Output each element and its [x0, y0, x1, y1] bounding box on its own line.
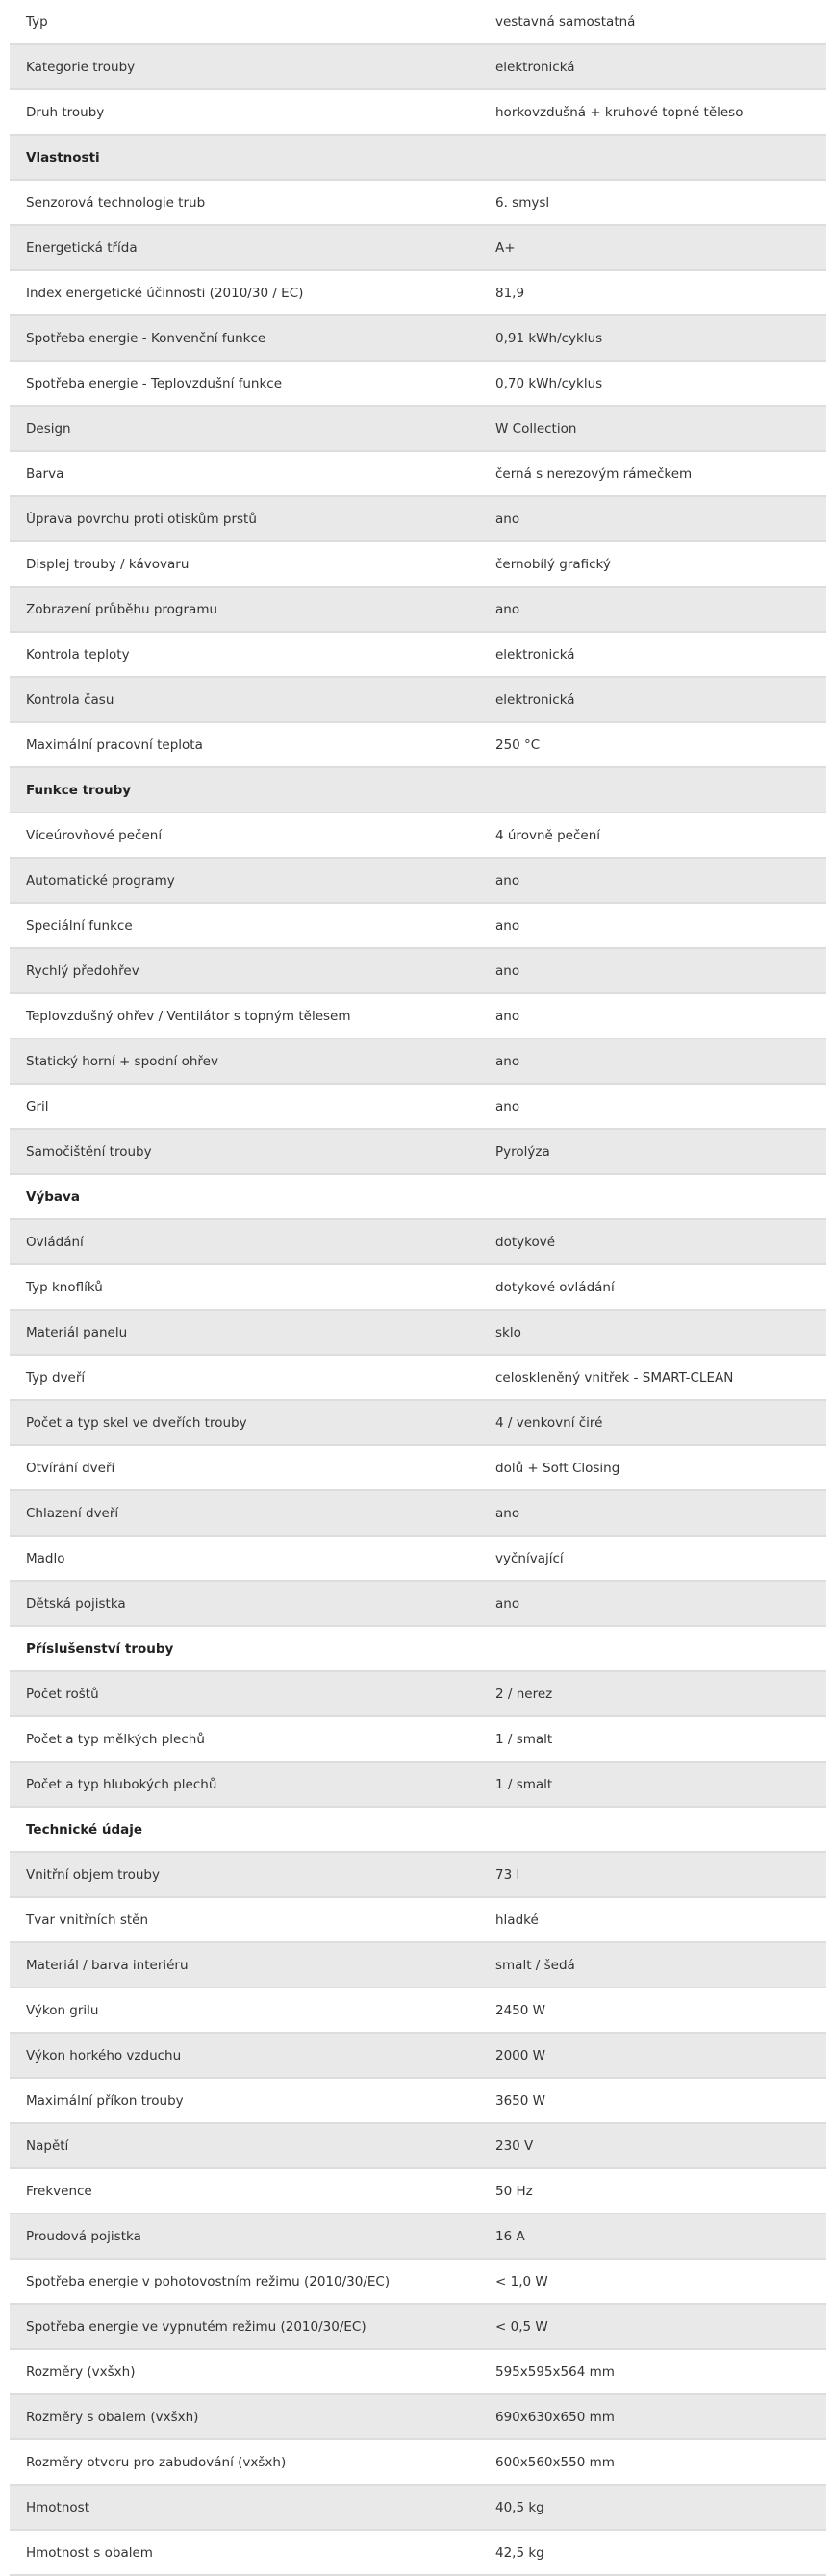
spec-label: Rychlý předohřev — [26, 963, 139, 979]
spec-label: Gril — [26, 1098, 49, 1114]
spec-label: Senzorová technologie trub — [26, 194, 206, 211]
spec-row — [10, 45, 826, 90]
section-title: Technické údaje — [26, 1821, 143, 1838]
spec-label: Výkon grilu — [26, 2002, 99, 2018]
spec-value: 2450 W — [495, 2002, 545, 2018]
spec-row — [10, 1672, 826, 1717]
spec-value: 2 / nerez — [495, 1686, 553, 1702]
spec-label: Rozměry (vxšxh) — [26, 2363, 136, 2380]
spec-label: Barva — [26, 465, 64, 482]
spec-row — [10, 1130, 826, 1175]
spec-label: Index energetické účinnosti (2010/30 / EC) — [26, 285, 304, 301]
spec-value: elektronická — [495, 59, 575, 75]
spec-table — [10, 0, 826, 2576]
spec-value: ano — [495, 872, 520, 888]
spec-value: 50 Hz — [495, 2183, 533, 2199]
spec-label: Materiál / barva interiéru — [26, 1957, 189, 1973]
spec-value: smalt / šedá — [495, 1957, 575, 1973]
spec-value: 1 / smalt — [495, 1731, 553, 1747]
spec-value: 3650 W — [495, 2092, 545, 2109]
spec-label: Materiál panelu — [26, 1324, 128, 1340]
spec-value: A+ — [495, 239, 516, 256]
spec-value: 690x630x650 mm — [495, 2409, 615, 2425]
spec-label: Napětí — [26, 2138, 69, 2154]
spec-row — [10, 2079, 826, 2124]
spec-row — [10, 633, 826, 678]
spec-label: Teplovzdušný ohřev / Ventilátor s topným tělesem — [26, 1008, 351, 1024]
spec-value: dolů + Soft Closing — [495, 1460, 620, 1476]
section-header-row — [10, 136, 826, 181]
spec-row — [10, 2395, 826, 2440]
spec-row — [10, 2169, 826, 2214]
spec-value: 2000 W — [495, 2047, 545, 2063]
spec-label: Zobrazení průběhu programu — [26, 601, 218, 617]
spec-value: W Collection — [495, 420, 577, 437]
spec-value: 250 °C — [495, 737, 541, 753]
spec-row — [10, 1853, 826, 1898]
spec-row — [10, 1085, 826, 1130]
spec-label: Kontrola času — [26, 691, 114, 708]
spec-label: Dětská pojistka — [26, 1595, 126, 1612]
spec-value: 42,5 kg — [495, 2544, 544, 2561]
spec-row — [10, 994, 826, 1039]
section-header-row — [10, 1627, 826, 1672]
spec-row — [10, 2350, 826, 2395]
spec-value: sklo — [495, 1324, 521, 1340]
spec-row — [10, 1763, 826, 1808]
section-title: Příslušenství trouby — [26, 1640, 174, 1657]
spec-row — [10, 181, 826, 226]
spec-value: 73 l — [495, 1866, 520, 1883]
spec-value: elektronická — [495, 646, 575, 663]
spec-row — [10, 813, 826, 859]
spec-value: 6. smysl — [495, 194, 550, 211]
spec-row — [10, 90, 826, 136]
spec-row — [10, 1988, 826, 2034]
spec-row — [10, 904, 826, 949]
spec-value: horkovzdušná + kruhové topné těleso — [495, 104, 744, 120]
spec-value: 16 A — [495, 2228, 525, 2244]
spec-label: Počet a typ skel ve dveřích trouby — [26, 1414, 247, 1431]
spec-row — [10, 542, 826, 588]
spec-value: 4 úrovně pečení — [495, 827, 601, 843]
spec-label: Spotřeba energie - Teplovzdušní funkce — [26, 375, 283, 391]
spec-row — [10, 1943, 826, 1988]
spec-label: Počet roštů — [26, 1686, 99, 1702]
section-title: Vlastnosti — [26, 149, 100, 165]
spec-value: vestavná samostatná — [495, 13, 636, 30]
spec-label: Speciální funkce — [26, 917, 133, 934]
spec-value: 1 / smalt — [495, 1776, 553, 1792]
spec-row — [10, 452, 826, 497]
spec-value: < 0,5 W — [495, 2318, 548, 2335]
spec-label: Energetická třída — [26, 239, 138, 256]
spec-label: Tvar vnitřních stěn — [26, 1912, 149, 1928]
spec-value: 0,91 kWh/cyklus — [495, 330, 603, 346]
spec-row — [10, 1491, 826, 1537]
spec-row — [10, 1265, 826, 1311]
spec-value: 595x595x564 mm — [495, 2363, 615, 2380]
spec-label: Typ dveří — [26, 1369, 86, 1386]
spec-value: ano — [495, 1098, 520, 1114]
spec-label: Displej trouby / kávovaru — [26, 556, 190, 572]
spec-value: ano — [495, 1053, 520, 1069]
spec-row — [10, 678, 826, 723]
spec-label: Spotřeba energie ve vypnutém režimu (2010/30/EC) — [26, 2318, 366, 2335]
spec-label: Výkon horkého vzduchu — [26, 2047, 182, 2063]
spec-value: ano — [495, 1595, 520, 1612]
spec-row — [10, 2034, 826, 2079]
spec-row — [10, 2531, 826, 2576]
spec-row — [10, 271, 826, 316]
spec-row — [10, 497, 826, 542]
spec-row — [10, 2305, 826, 2350]
spec-label: Druh trouby — [26, 104, 105, 120]
spec-value: ano — [495, 963, 520, 979]
spec-row — [10, 723, 826, 768]
spec-label: Počet a typ mělkých plechů — [26, 1731, 205, 1747]
spec-value: 600x560x550 mm — [495, 2454, 615, 2470]
spec-label: Typ — [26, 13, 48, 30]
section-header-row — [10, 1808, 826, 1853]
spec-value: elektronická — [495, 691, 575, 708]
spec-row — [10, 362, 826, 407]
spec-row — [10, 2214, 826, 2260]
spec-value: 0,70 kWh/cyklus — [495, 375, 603, 391]
spec-label: Vnitřní objem trouby — [26, 1866, 160, 1883]
spec-label: Kategorie trouby — [26, 59, 136, 75]
spec-label: Hmotnost — [26, 2499, 89, 2515]
spec-label: Chlazení dveří — [26, 1505, 119, 1521]
spec-label: Kontrola teploty — [26, 646, 130, 663]
spec-row — [10, 949, 826, 994]
spec-row — [10, 316, 826, 362]
spec-row — [10, 0, 826, 45]
spec-row — [10, 2440, 826, 2486]
spec-row — [10, 1582, 826, 1627]
section-title: Funkce trouby — [26, 782, 132, 798]
spec-row — [10, 2260, 826, 2305]
spec-label: Víceúrovňové pečení — [26, 827, 163, 843]
spec-value: ano — [495, 917, 520, 934]
spec-value: < 1,0 W — [495, 2273, 548, 2289]
spec-value: ano — [495, 601, 520, 617]
spec-value: 230 V — [495, 2138, 534, 2154]
spec-row — [10, 1898, 826, 1943]
spec-label: Proudová pojistka — [26, 2228, 141, 2244]
spec-value: celoskleněný vnitřek - SMART-CLEAN — [495, 1369, 734, 1386]
spec-value: černobílý grafický — [495, 556, 611, 572]
spec-value: černá s nerezovým rámečkem — [495, 465, 693, 482]
spec-label: Design — [26, 420, 71, 437]
spec-label: Rozměry s obalem (vxšxh) — [26, 2409, 199, 2425]
spec-label: Frekvence — [26, 2183, 92, 2199]
spec-value: hladké — [495, 1912, 539, 1928]
spec-row — [10, 859, 826, 904]
spec-value: 40,5 kg — [495, 2499, 544, 2515]
spec-row — [10, 407, 826, 452]
spec-label: Ovládání — [26, 1234, 84, 1250]
spec-row — [10, 1220, 826, 1265]
spec-label: Úprava povrchu proti otiskům prstů — [26, 511, 257, 527]
spec-label: Spotřeba energie v pohotovostním režimu (2010/30/EC) — [26, 2273, 391, 2289]
spec-row — [10, 1446, 826, 1491]
spec-row — [10, 226, 826, 271]
spec-value: dotykové — [495, 1234, 556, 1250]
spec-row — [10, 588, 826, 633]
section-title: Výbava — [26, 1188, 80, 1205]
spec-value: ano — [495, 511, 520, 527]
spec-label: Počet a typ hlubokých plechů — [26, 1776, 217, 1792]
spec-value: 81,9 — [495, 285, 525, 301]
spec-label: Spotřeba energie - Konvenční funkce — [26, 330, 266, 346]
spec-value: vyčnívající — [495, 1550, 564, 1566]
spec-row — [10, 1039, 826, 1085]
spec-label: Samočištění trouby — [26, 1143, 152, 1160]
spec-label: Typ knoflíků — [26, 1279, 103, 1295]
spec-label: Madlo — [26, 1550, 65, 1566]
spec-row — [10, 2486, 826, 2531]
spec-value: ano — [495, 1505, 520, 1521]
section-header-row — [10, 768, 826, 813]
spec-label: Rozměry otvoru pro zabudování (vxšxh) — [26, 2454, 287, 2470]
spec-row — [10, 1401, 826, 1446]
spec-value: dotykové ovládání — [495, 1279, 615, 1295]
spec-label: Maximální pracovní teplota — [26, 737, 203, 753]
spec-value: Pyrolýza — [495, 1143, 550, 1160]
spec-value: 4 / venkovní čiré — [495, 1414, 603, 1431]
spec-row — [10, 2124, 826, 2169]
spec-label: Statický horní + spodní ohřev — [26, 1053, 218, 1069]
spec-row — [10, 1311, 826, 1356]
spec-row — [10, 1537, 826, 1582]
spec-row — [10, 1356, 826, 1401]
spec-label: Hmotnost s obalem — [26, 2544, 153, 2561]
spec-row — [10, 1717, 826, 1763]
spec-label: Automatické programy — [26, 872, 175, 888]
spec-label: Otvírání dveří — [26, 1460, 115, 1476]
spec-label: Maximální příkon trouby — [26, 2092, 184, 2109]
section-header-row — [10, 1175, 826, 1220]
spec-value: ano — [495, 1008, 520, 1024]
